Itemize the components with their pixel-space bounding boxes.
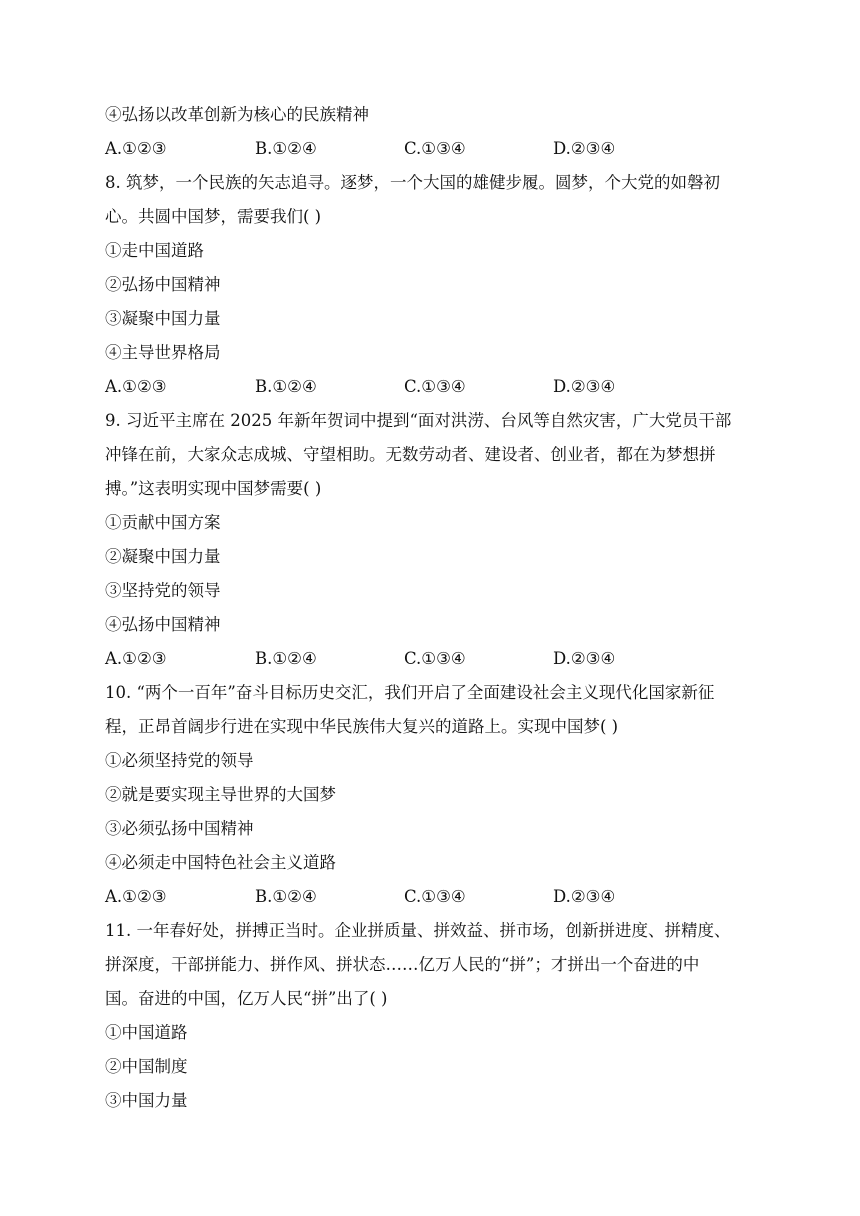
- question-stem: 9. 习近平主席在 2025 年新年贺词中提到“面对洪涝、台风等自然灾害，广大党员干部: [105, 411, 732, 430]
- option-line: ④弘扬以改革创新为核心的民族精神: [105, 105, 369, 124]
- answer-choices: [105, 370, 765, 404]
- option-line: ①必须坚持党的领导: [105, 751, 254, 770]
- question-stem: 国。奋进的中国，亿万人民“拼”出了( ): [105, 989, 388, 1008]
- question-stem: 10. “两个一百年”奋斗目标历史交汇，我们开启了全面建设社会主义现代化国家新征: [105, 683, 715, 702]
- question-stem: 8. 筑梦，一个民族的矢志追寻。逐梦，一个大国的雄健步履。圆梦，个大党的如磐初: [105, 173, 720, 192]
- choice-c: C.①③④: [404, 887, 466, 906]
- question-stem: 11. 一年春好处，拼搏正当时。企业拼质量、拼效益、拼市场，创新拼进度、拼精度、: [105, 921, 731, 940]
- answer-choices: [105, 132, 765, 166]
- option-line: ②就是要实现主导世界的大国梦: [105, 785, 336, 804]
- choice-d: D.②③④: [553, 887, 616, 906]
- question-stem: 程，正昂首阔步行进在实现中华民族伟大复兴的道路上。实现中国梦( ): [105, 717, 619, 736]
- choice-a: A.①②③: [105, 649, 167, 668]
- choice-b: B.①②④: [255, 649, 317, 668]
- choice-b: B.①②④: [255, 377, 317, 396]
- question-stem: 心。共圆中国梦，需要我们( ): [105, 207, 322, 226]
- answer-choices: [105, 642, 765, 676]
- choice-a: A.①②③: [105, 139, 167, 158]
- question-stem: 拼深度，干部拼能力、拼作风、拼状态……亿万人民的“拼”；才拼出一个奋进的中: [105, 955, 700, 974]
- choice-d: D.②③④: [553, 377, 616, 396]
- option-line: ④主导世界格局: [105, 343, 221, 362]
- choice-c: C.①③④: [404, 139, 466, 158]
- choice-d: D.②③④: [553, 649, 616, 668]
- choice-a: A.①②③: [105, 887, 167, 906]
- choice-d: D.②③④: [553, 139, 616, 158]
- option-line: ②凝聚中国力量: [105, 547, 221, 566]
- choice-b: B.①②④: [255, 139, 317, 158]
- choice-b: B.①②④: [255, 887, 317, 906]
- answer-choices: [105, 880, 765, 914]
- option-line: ③中国力量: [105, 1091, 188, 1110]
- option-line: ②中国制度: [105, 1057, 188, 1076]
- choice-c: C.①③④: [404, 377, 466, 396]
- option-line: ④弘扬中国精神: [105, 615, 221, 634]
- option-line: ①中国道路: [105, 1023, 188, 1042]
- option-line: ③必须弘扬中国精神: [105, 819, 254, 838]
- option-line: ③凝聚中国力量: [105, 309, 221, 328]
- option-line: ②弘扬中国精神: [105, 275, 221, 294]
- option-line: ①贡献中国方案: [105, 513, 221, 532]
- option-line: ③坚持党的领导: [105, 581, 221, 600]
- choice-a: A.①②③: [105, 377, 167, 396]
- question-stem: 冲锋在前，大家众志成城、守望相助。无数劳动者、建设者、创业者，都在为梦想拼: [105, 445, 716, 464]
- question-stem: 搏。”这表明实现中国梦需要( ): [105, 479, 322, 498]
- choice-c: C.①③④: [404, 649, 466, 668]
- exam-page: [105, 98, 765, 1118]
- option-line: ④必须走中国特色社会主义道路: [105, 853, 336, 872]
- option-line: ①走中国道路: [105, 241, 204, 260]
